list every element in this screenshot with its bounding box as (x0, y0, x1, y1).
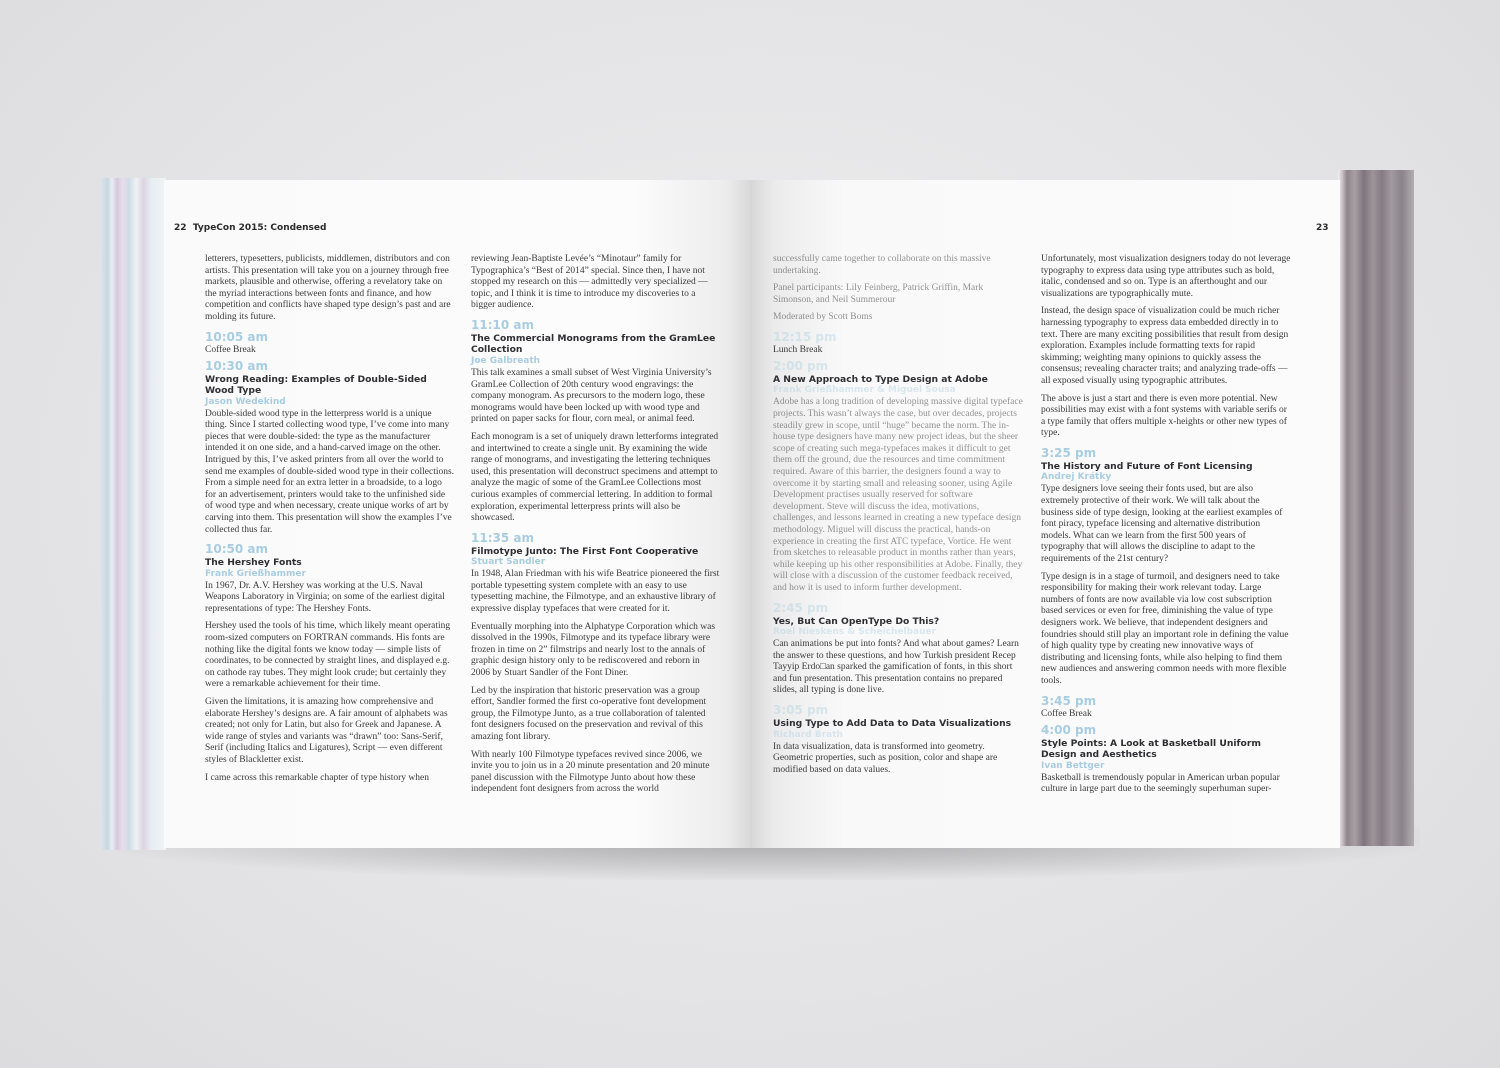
paragraph: Moderated by Scott Boms (773, 312, 873, 323)
session-title: A New Approach to Type Design at Adobe (773, 373, 988, 385)
page-number-left: 22 (174, 223, 187, 233)
session-time: 3:25 pm (1041, 445, 1097, 460)
session-title: Style Points: A Look at Basketball Uniform Design and Aesthetics (1041, 737, 1261, 760)
paragraph: Each monogram is a set of uniquely drawn letterforms integrated and intertwined to create a single unit. By examining the wide range of monograms, and investigating the lettering techniques used, this presentation will deconstruct specimens and attempt to analyze the magic of some of the GramLee Collections most curious examples of commercial lettering. In addition to formal exploration, experimental letterpress prints will also be showcased. (471, 431, 719, 524)
paragraph: Basketball is tremendously popular in American urban popular culture in large part due to the seemingly superhuman super- (1041, 772, 1280, 795)
session-speaker: Roel Nieskens & Scheichelbauer (773, 627, 937, 638)
paragraph: In 1948, Alan Friedman with his wife Beatrice pioneered the first portable typesetting system complete with an easy to use typesetting machine, the Filmotype, and an exhaustive library of expressive display typefaces that were created for it. (471, 569, 720, 614)
paragraph: reviewing Jean-Baptiste Levée’s “Minotaur” family for Typographica’s “Best of 2014” special. Since then, I have not stopped my research on this — admittedly very specialized — topic, and I think it is time to introduce my discoveries to a bigger audience. (471, 254, 708, 311)
paragraph: Instead, the design space of visualization could be much richer harnessing typography to express data embedded directly in to text. There are many exciting possibilities that result from design exploration. Examples include formatting texts for rapid skimming; weighting many opinions to quickly assess the consensus; revealing character traits; and analyzing trade-offs — all exposed visually using typographic attributes. (1041, 306, 1289, 386)
column-2 (471, 254, 721, 802)
session-title: Using Type to Add Data to Data Visualizations (773, 718, 1012, 730)
session-time: 11:10 am (471, 317, 534, 332)
paragraph: Unfortunately, most visualization designers today do not leverage typography to express data using type attributes such as bold, italic, condensed and so on. Type is an afterthought and our visualizations are typographically mute. (1041, 254, 1291, 299)
session-time: 3:45 pm (1041, 693, 1097, 708)
paragraph: In 1967, Dr. A.V. Hershey was working at the U.S. Naval Weapons Laboratory in Virginia; on some of the earliest digital representations of type: The Hershey Fonts. (205, 580, 445, 614)
paragraph: Double-sided wood type in the letterpress world is a unique thing. Since I started collecting wood type, I’ve come into many pieces that were double-sided: the type as the manufacturer intended it on one side, and a hand-carved image on the other. Intrigued by this, I’ve asked printers from all over the world to send me examples of double-sided wood type in their collections. From a simple need for an extra letter in a broadside, to a logo for an advertisement, printers would take to the unfinished side of wood type and when necessary, create unique works of art by carving into them. This presentation will show the examples I’ve collected thus far. (205, 408, 455, 535)
column-4 (1041, 254, 1291, 802)
session-time: 4:00 pm (1041, 722, 1097, 737)
paragraph: letterers, typesetters, publicists, middlemen, distributors and con artists. This presentation will take you on a journey through free markets, plausible and otherwise, offering a revelatory take on the myriad interactions between fonts and finance, and how competition and conflicts have shaped type design’s past and are molding its future. (205, 254, 451, 322)
break-label: Lunch Break (773, 344, 823, 355)
paragraph: successfully came together to collaborate on this massive undertaking. (773, 254, 991, 276)
session-speaker: Joe Galbreath (471, 355, 541, 366)
session-speaker: Frank Grießhammer & Miguel Sousa (773, 385, 956, 396)
left-page-edges (100, 178, 166, 850)
paragraph: This talk examines a small subset of West Virginia University’s GramLee Collection of 20th century wood engravings: the company monogram. As precursors to the modern logo, these monograms would have been locked up with wood type and printed on paper sacks for flour, corn meal, or animal feed. (471, 367, 712, 425)
left-page (164, 180, 750, 848)
session-speaker: Richard Brath (773, 729, 843, 740)
session-title: The Commercial Monograms from the GramLee Collection (471, 332, 716, 356)
paragraph: Type designers love seeing their fonts used, but are also extremely protective of their work. We will talk about the business side of type design, looking at the earliest examples of font piracy, typeface licensing and alternative distribution models. What can we learn from the first 500 years of typography that will allows the discipline to adapt to the requirements of the 21st century? (1041, 484, 1283, 564)
session-speaker: Ivan Bettger (1041, 760, 1105, 771)
break-label: Coffee Break (205, 344, 256, 355)
session-time: 10:05 am (205, 329, 268, 344)
session-speaker: Frank Grießhammer (205, 568, 306, 579)
paragraph: Panel participants: Lily Feinberg, Patrick Griffin, Mark Simonson, and Neil Summerour (773, 283, 984, 305)
column-1 (205, 254, 455, 790)
session-title: The History and Future of Font Licensing (1041, 460, 1253, 472)
paragraph: Given the limitations, it is amazing how comprehensive and elaborate Hershey’s designs are. A fair amount of alphabets was created; not only for Latin, but also for Greek and Japanese. A wide range of styles and variants was “drawn” too: Sans-Serif, Serif (including Italics and Ligatures), Script — even different styles of Blackletter exist. (205, 696, 448, 765)
session-time: 10:30 am (205, 358, 268, 373)
right-page-edges (1338, 170, 1414, 846)
session-time: 2:45 pm (773, 600, 829, 615)
paragraph: Led by the inspiration that historic preservation was a group effort, Sandler formed the first co-operative font development group, the Filmotype Junto, as a true collaboration of talented font designers focused on the preservation and revival of this amazing font library. (471, 685, 707, 742)
paragraph: Can animations be put into fonts? And what about games? Learn the answer to these questions, and how Turkish president Recep Tayyip Erdo□an sparked the gamification of fonts, in this short and fun presentation. This presentation contains no prepared slides, all typing is done live. (773, 639, 1019, 696)
paragraph: Adobe has a long tradition of developing massive digital typeface projects. This wasn’t always the case, but over decades, projects steadily grew in scope, until “huge” became the norm. The in-house type designers have many new project ideas, but the sheer scope of creating such mega-typefaces makes it difficult to get them off the ground, due the resources and time commitment required. Aware of this barrier, the designers found a way to overcome it by starting small and releasing sooner, using Agile Development practises usually reserved for software development. Steve will discuss the idea, motivations, challenges, and lessons learned in creating a new typeface design methodology. Miguel will discuss the practical, hands-on experience in creating the first ATC typeface, Vortice. He went from sketches to releasable product in months rather than years, while keeping up his other responsibilities at Adobe. Finally, they will close with a discussion of the customer feedback received, and how it is used to inform further development. (773, 397, 1023, 593)
session-time: 10:50 am (205, 542, 268, 557)
break-label: Coffee Break (1041, 708, 1092, 719)
page-number-right: 23 (1316, 223, 1329, 233)
session-time: 3:05 pm (773, 703, 829, 718)
session-time: 11:35 am (471, 530, 534, 545)
session-title: Filmotype Junto: The First Font Cooperative (471, 545, 699, 557)
paragraph: With nearly 100 Filmotype typefaces revived since 2006, we invite you to join us in a 20 minute presentation and 20 minute panel discussion with the Filmotype Junto about how these independent font designers from across the world (471, 749, 710, 795)
session-title: Yes, But Can OpenType Do This? (773, 615, 940, 627)
paragraph: Eventually morphing into the Alphatype Corporation which was dissolved in the 1990s, Filmotype and its typeface library were frozen in time on 2” filmstrips and nearly lost to the annals of graphic design history only to be rediscovered and reborn in 2006 by Stuart Sandler of the Font Diner. (471, 621, 716, 678)
book-title: TypeCon 2015: Condensed (192, 223, 327, 233)
session-title: Wrong Reading: Examples of Double-Sided Wood Type (205, 373, 427, 397)
session-time: 12:15 pm (773, 329, 837, 344)
session-time: 2:00 pm (773, 358, 829, 373)
paragraph: The above is just a start and there is even more potential. New possibilities may exist with a font systems with variable serifs or a type family that offers multiple x-heights or other new types of type. (1041, 393, 1287, 439)
paragraph: In data visualization, data is transformed into geometry. Geometric properties, such as position, color and shape are modified based on data values. (773, 741, 998, 775)
paragraph: Type design is in a stage of turmoil, and designers need to take responsibility for making their work relevant today. Large numbers of fonts are now available via low cost subscription based services or even for free, diminishing the value of type designers work. We believe, that independent designers and foundries should still play an important role in defining the value of high quality type by creating new innovative ways of distributing and licensing fonts, while also helping to find them new audiences and answering common needs with more flexible tools. (1041, 571, 1289, 686)
right-page (750, 180, 1340, 848)
paragraph: I came across this remarkable chapter of type history when (205, 772, 429, 783)
session-speaker: Andrej Krátky (1041, 472, 1112, 483)
session-speaker: Stuart Sandler (471, 557, 546, 568)
paragraph: Hershey used the tools of his time, which likely meant operating room-sized computers on FORTRAN commands. His fonts are nothing like the digital fonts we know today — simple lists of coordinates, to be connected by straight lines, and displayed e.g. on cathode ray tubes. They might look crude; but certainly they were a remarkable achievement for their time. (205, 621, 451, 690)
running-header-left (174, 223, 326, 233)
column-3 (773, 254, 1023, 782)
session-speaker: Jason Wedekind (205, 396, 286, 407)
session-title: The Hershey Fonts (205, 557, 302, 569)
